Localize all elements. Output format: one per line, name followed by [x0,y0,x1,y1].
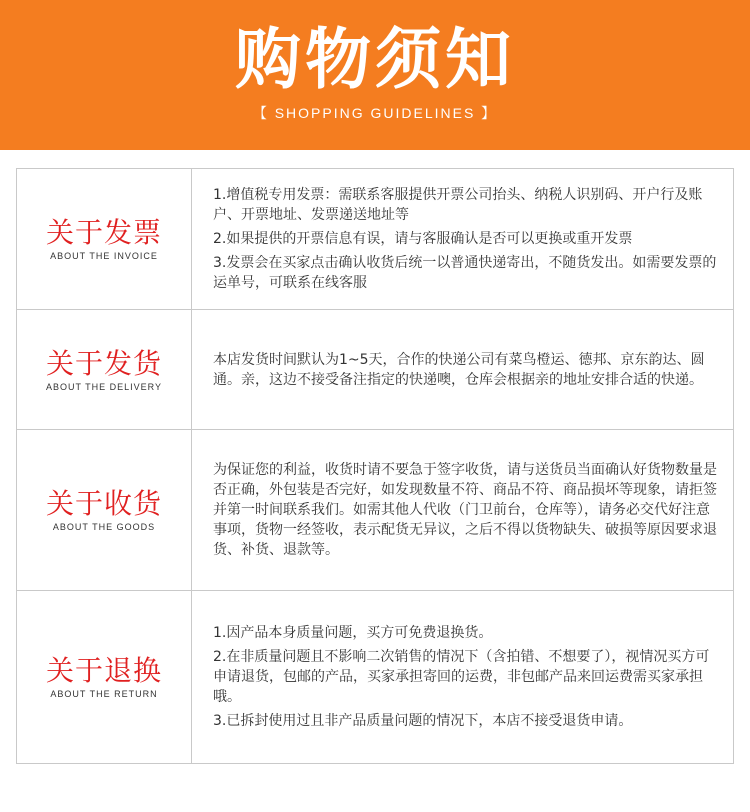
section-invoice [17,169,733,310]
section-body [213,430,719,590]
section-title-cn: 关于发票 [45,216,162,249]
section-delivery [17,310,733,430]
section-body [213,169,719,309]
guidelines-table [16,168,734,764]
section-goods [17,430,733,591]
section-title-en: ABOUT THE INVOICE [50,251,158,261]
paragraph: 2.在非质量问题且不影响二次销售的情况下（含拍错、不想要了），视情况买方可申请退货，包邮的产品，买家承担寄回的运费，非包邮产品来回运费需买家承担哦。 [213,649,710,705]
page-subtitle: 【 SHOPPING GUIDELINES 】 [252,105,498,121]
section-title-cn: 关于退换 [45,654,162,687]
section-return [17,591,733,763]
section-header [17,310,192,429]
section-header [17,430,192,590]
section-header [17,591,192,763]
section-header [17,169,192,309]
section-title-en: ABOUT THE GOODS [52,522,156,532]
paragraph: 3.已拆封使用过且非产品质量问题的情况下，本店不接受退货申请。 [213,713,633,729]
paragraph: 为保证您的利益，收货时请不要急于签字收货，请与送货员当面确认好货物数量是否正确，外包装是否完好，如发现数量不符、商品不符、商品损坏等现象，请拒签并第一时间联系我们。如需其他人代收（门卫前台，仓库等），请务必交代好注意事项，货物一经签收，表示配货无异议，之后不得以货物缺失、破损等原因要求退货、补货、退款等。 [213,462,717,558]
section-title-en: ABOUT THE RETURN [50,689,158,699]
section-title-cn: 关于发货 [45,346,162,380]
section-title-en: ABOUT THE DELIVERY [45,381,163,392]
paragraph: 本店发货时间默认为1~5天，合作的快递公司有菜鸟橙运、德邦、京东韵达、圆通。亲，这边不接受备注指定的快递噢，仓库会根据亲的地址安排合适的快递。 [213,351,705,388]
paragraph: 1.增值税专用发票：需联系客服提供开票公司抬头、纳税人识别码、开户行及账户、开票地址、发票递送地址等 [213,187,703,223]
section-title-cn: 关于收货 [45,487,162,520]
paragraph: 1.因产品本身质量问题，买方可免费退换货。 [213,625,493,641]
page-title: 购物须知 [235,21,515,98]
header-banner [0,0,750,150]
section-body [213,591,719,763]
paragraph: 3.发票会在买家点击确认收货后统一以普通快递寄出，不随货发出。如需要发票的运单号，可联系在线客服 [213,255,717,291]
section-body [213,310,719,429]
paragraph: 2.如果提供的开票信息有误，请与客服确认是否可以更换或重开发票 [213,231,633,247]
